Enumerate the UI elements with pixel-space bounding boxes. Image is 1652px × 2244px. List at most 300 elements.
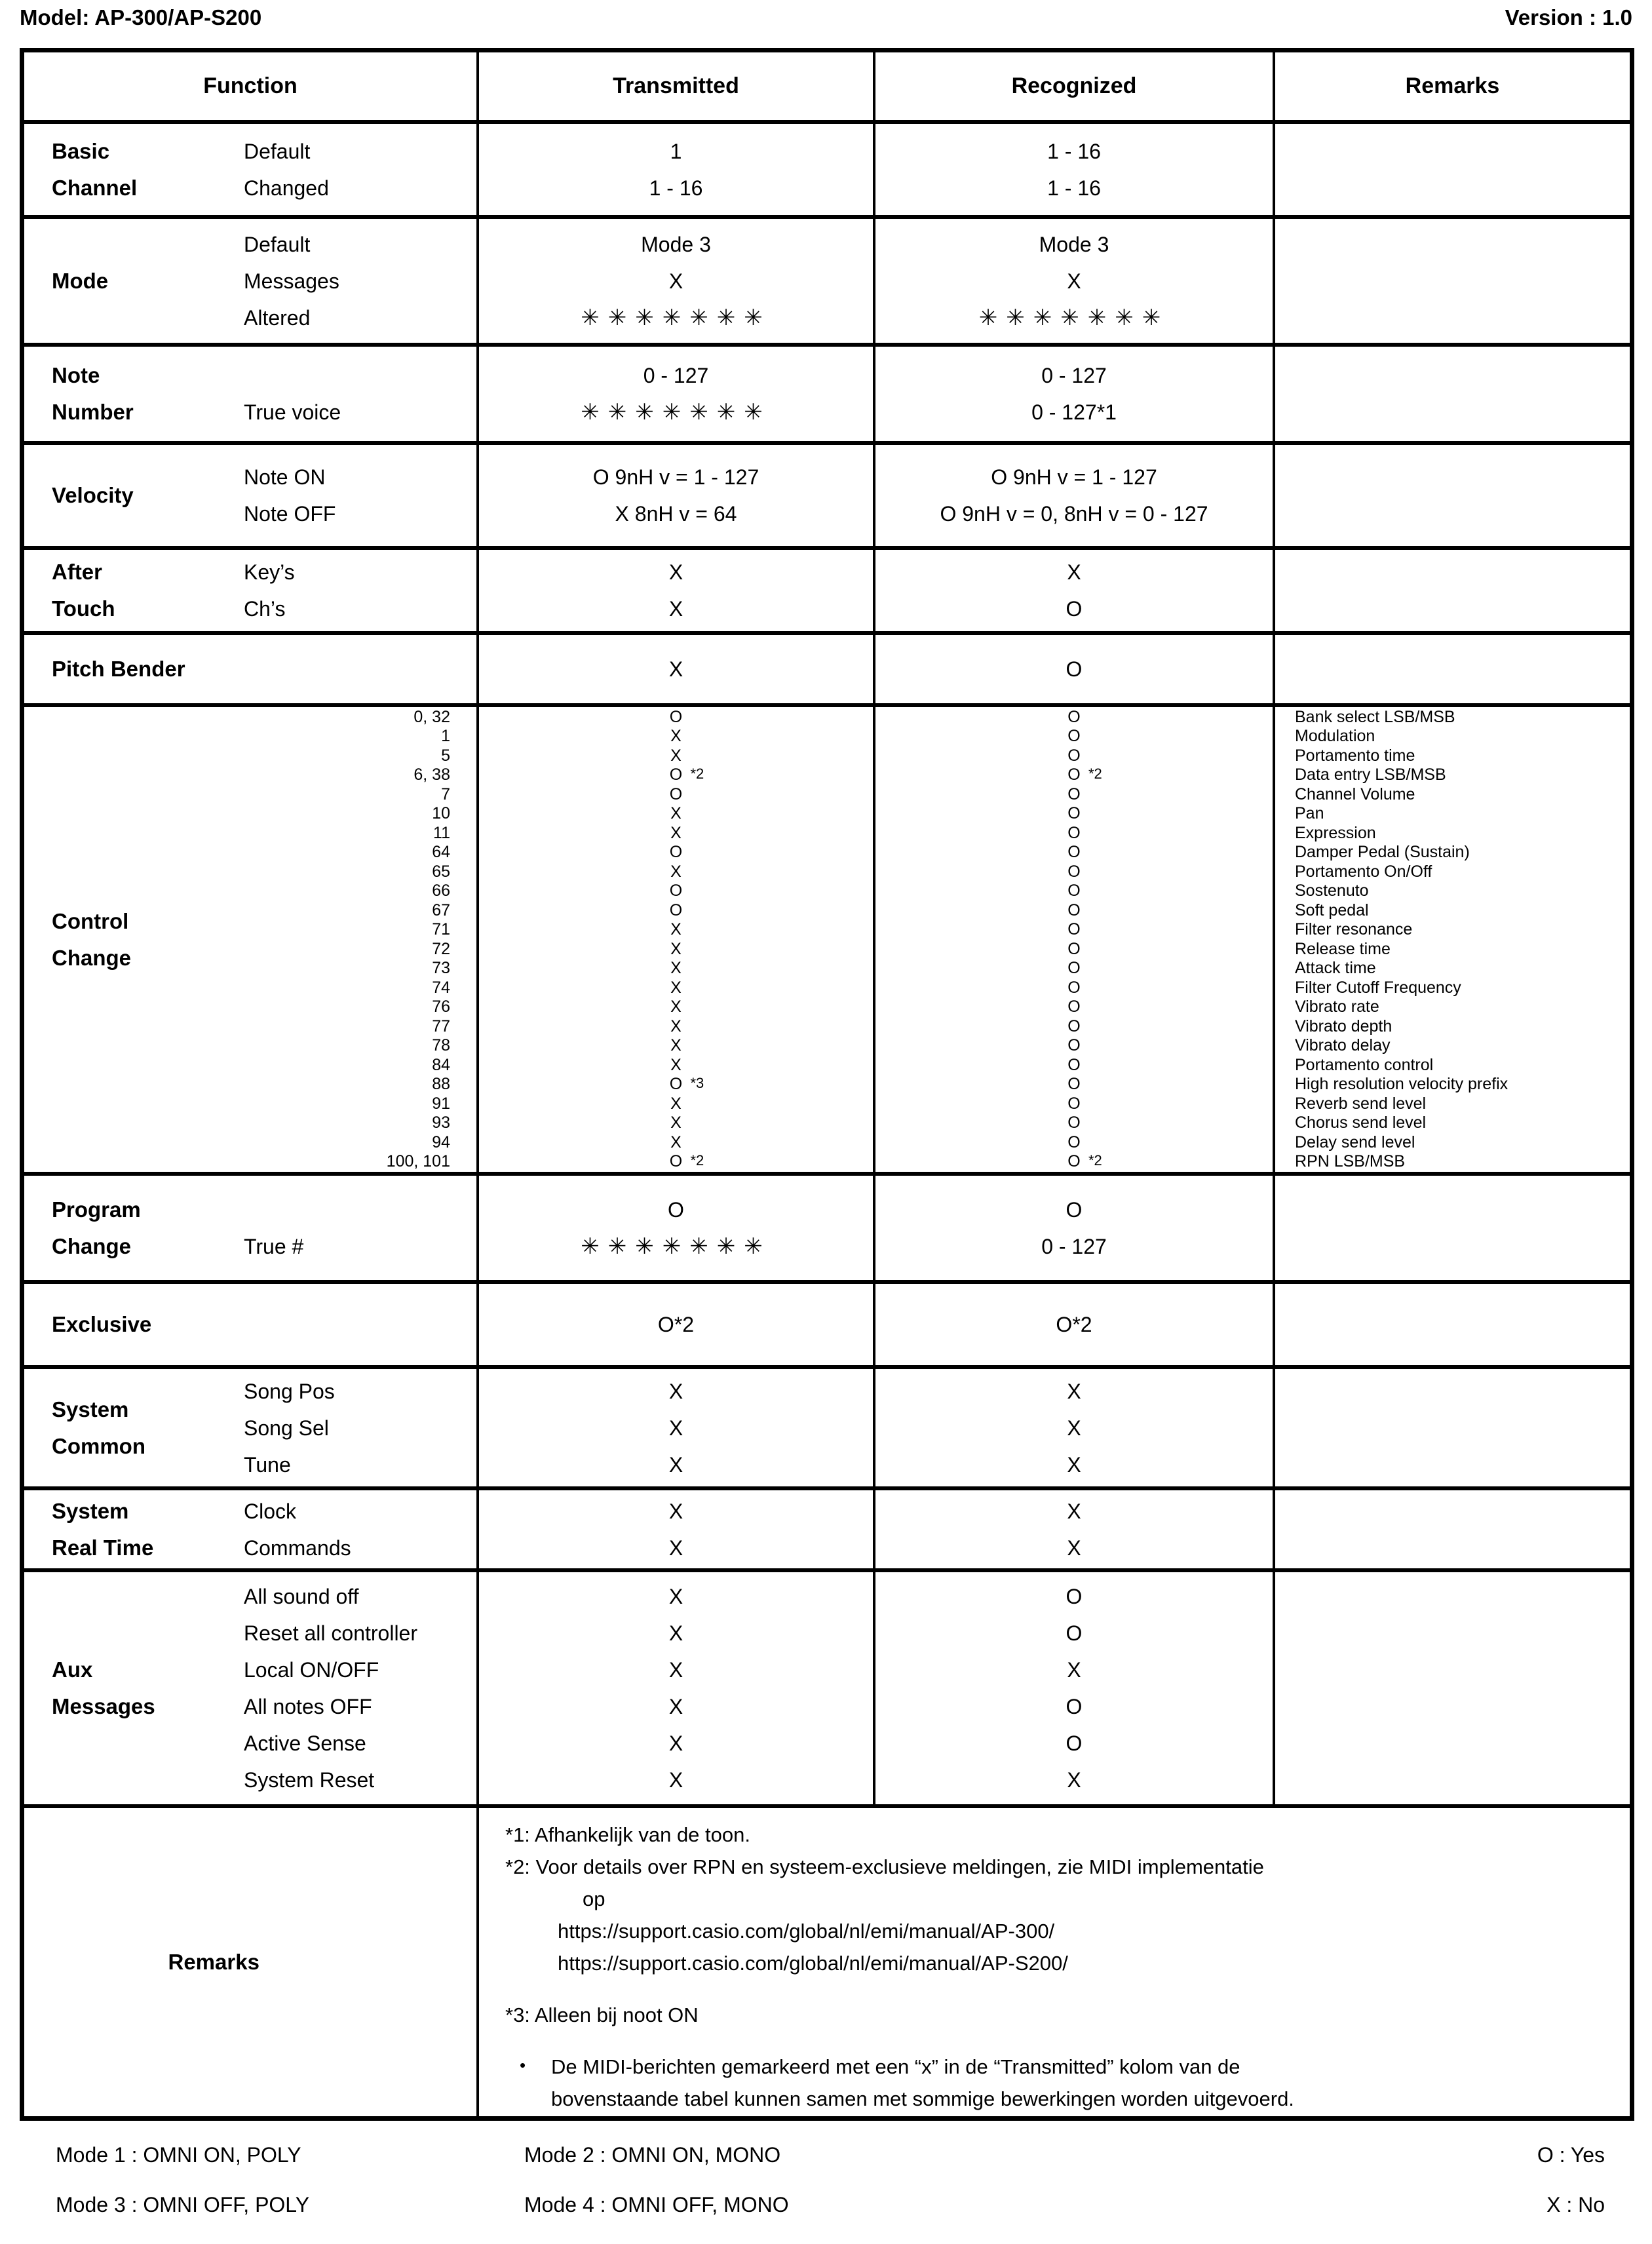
cc-transmitted-value: O [669,1075,683,1093]
cc-transmitted-line [479,746,873,766]
aux-transmitted-value: X [668,1621,683,1645]
row-control-change [24,703,1630,1172]
cc-transmitted-line [479,940,873,959]
exclusive-sublabels [244,1284,476,1365]
value-line: X [668,1499,683,1523]
cc-recognized-line [875,765,1273,785]
cc-transmitted-line [479,1056,873,1075]
pitch-bender-sublabels [244,635,476,703]
cc-recognized-value: O [1067,1094,1081,1113]
cc-recognized-value: O [1067,765,1081,784]
row-remarks [24,1804,1630,2116]
cc-recognized-line [875,920,1273,940]
aux-label: Local ON/OFF [244,1658,379,1682]
cc-remark-label: Filter resonance [1295,920,1413,938]
label-line: Channel [52,175,138,200]
after-touch-recognized [873,550,1273,631]
exclusive-function-cell [24,1284,476,1365]
cc-recognized-value: O [1067,746,1081,765]
aux-label: System Reset [244,1768,375,1792]
cc-recognized-value: O [1067,939,1081,958]
cc-remark-label: Soft pedal [1295,900,1369,919]
cc-recognized-line [875,881,1273,901]
cc-remark-label: Attack time [1295,959,1376,977]
manual-url-ap300: https://support.casio.com/global/nl/emi/manual/AP-300/ [558,1920,1055,1943]
midi-implementation-table [20,48,1634,2121]
mode3-definition: Mode 3 : OMNI OFF, POLY [56,2193,310,2216]
cc-number: 74 [432,978,450,997]
cc-number: 5 [441,746,450,765]
cc-recognized-value: O [1067,959,1081,977]
aux-label: All sound off [244,1585,359,1608]
cc-recognized-line [875,959,1273,978]
value-line: O [1066,597,1083,621]
system-common-transmitted [476,1369,873,1486]
col-header-transmitted: Transmitted [476,52,873,120]
sublabel-line: Key’s [244,560,295,584]
aux-recognized-value: X [1067,1768,1081,1792]
label-line: Aux [52,1657,93,1682]
cc-transmitted-value: X [670,939,682,958]
cc-transmitted-list [476,707,873,1172]
cc-transmitted-note: *2 [690,765,704,782]
cc-recognized-value: O [1067,804,1081,822]
cc-number: 71 [432,920,450,938]
sublabel-line: Default [244,232,311,256]
value-line: O*2 [1056,1313,1092,1336]
label-line: Note [52,363,100,387]
cc-remark-label: Damper Pedal (Sustain) [1295,843,1470,861]
aux-label: All notes OFF [244,1695,372,1718]
cc-recognized-value: O [1067,900,1081,919]
cc-recognized-value: O [1067,727,1081,745]
cc-remark-label: Reverb send level [1295,1094,1427,1113]
program-change-remarks-cell [1273,1176,1630,1280]
cc-number: 84 [432,1055,450,1074]
label-line: Messages [52,1694,155,1718]
label-line: Change [52,945,132,970]
aux-label: Reset all controller [244,1621,417,1645]
value-line: 0 - 127 [643,364,709,387]
velocity-recognized [873,445,1273,546]
value-line: O 9nH v = 1 - 127 [991,465,1157,489]
cc-remark-label: Data entry LSB/MSB [1295,765,1446,784]
cc-recognized-value: O [1067,1075,1081,1093]
cc-transmitted-value: X [670,746,682,765]
label-line: Program [52,1197,141,1222]
cc-recognized-line [875,1056,1273,1075]
exclusive-remarks-cell [1273,1284,1630,1365]
system-real-time-label [24,1490,244,1568]
remark-bullet-text: De MIDI-berichten gemarkeerd met een “x” in de “Transmitted” kolom van de [551,2055,1240,2078]
sublabel-line: Note OFF [244,502,336,526]
model-title: Model: AP-300/AP-S200 [20,5,262,29]
cc-transmitted-value: X [670,804,682,822]
aux-messages-recognized [873,1572,1273,1804]
cc-remark-label: Sostenuto [1295,881,1369,900]
cc-transmitted-line [479,1113,873,1133]
cc-recognized-line [875,997,1273,1017]
cc-transmitted-line [479,901,873,921]
col-header-recognized: Recognized [873,52,1273,120]
cc-number: 10 [432,804,450,822]
cc-transmitted-value: X [670,1016,682,1035]
basic-channel-remarks-cell [1273,124,1630,215]
cc-recognized-value: O [1067,997,1081,1016]
cc-recognized-line [875,1075,1273,1094]
cc-transmitted-value: X [670,959,682,977]
cc-transmitted-line [479,1133,873,1153]
velocity-label [24,445,244,546]
cc-transmitted-line [479,1036,873,1056]
cc-recognized-value: O [1067,1152,1081,1170]
cc-recognized-value: O [1067,881,1081,900]
cc-recognized-value: O [1067,1132,1081,1151]
program-change-sublabels [244,1176,476,1280]
cc-transmitted-value: X [670,997,682,1016]
cc-recognized-note: *2 [1088,765,1102,782]
aux-recognized-value: O [1066,1731,1083,1755]
table-header-row [24,52,1630,120]
system-common-sublabels [244,1369,476,1486]
pitch-bender-remarks-cell [1273,635,1630,703]
value-line: X [1067,1379,1081,1403]
pitch-bender-label [24,635,244,703]
remark-note-1: *1: Afhankelijk van de toon. [505,1823,750,1846]
spacer [505,1979,1630,1999]
note-number-function-cell [24,347,476,441]
row-note-number [24,343,1630,441]
manual-url-aps200: https://support.casio.com/global/nl/emi/manual/AP-S200/ [558,1952,1068,1975]
basic-channel-function-cell [24,124,476,215]
cc-number: 100, 101 [386,1152,450,1170]
mode-recognized [873,219,1273,343]
value-line: X [668,1416,683,1440]
sublabel-line: Clock [244,1499,297,1523]
cc-number: 67 [432,900,450,919]
cc-remark-label: Release time [1295,939,1391,958]
aux-transmitted-value: X [668,1695,683,1718]
note-number-sublabels [244,347,476,441]
row-after-touch [24,546,1630,631]
basic-channel-transmitted [476,124,873,215]
cc-number: 66 [432,881,450,900]
cc-remark-label: RPN LSB/MSB [1295,1152,1406,1170]
row-mode [24,215,1630,343]
cc-recognized-line [875,824,1273,843]
value-line: 1 - 16 [1047,176,1101,200]
cc-number: 7 [441,784,450,803]
basic-channel-sublabels [244,124,476,215]
mode-remarks-cell [1273,219,1630,343]
value-line: X [668,1452,683,1477]
cc-recognized-line [875,901,1273,921]
aux-recognized-value: X [1067,1658,1081,1682]
pitch-bender-recognized [873,635,1273,703]
legend-yes: O : Yes [1537,2143,1605,2167]
remark-note-2: *2: Voor details over RPN en systeem-exclusieve meldingen, zie MIDI implementatie [505,1855,1264,1878]
asterisks-value: ✳✳✳✳✳✳✳ [581,1233,771,1259]
cc-recognized-line [875,1152,1273,1172]
cc-transmitted-line [479,843,873,862]
label-line: Basic [52,138,110,163]
value-line: X [1067,1499,1081,1523]
cc-transmitted-value: X [670,862,682,881]
cc-number: 73 [432,959,450,977]
mode-sublabels [244,219,476,343]
bullet-icon: • [520,2055,526,2075]
remarks-function-cell [24,1808,476,2116]
cc-transmitted-line [479,824,873,843]
cc-recognized-value: O [1067,1036,1081,1054]
remark-note-3: *3: Alleen bij noot ON [505,2003,699,2026]
cc-number: 0, 32 [413,707,450,726]
remarks-content [476,1808,1630,2116]
velocity-remarks-cell [1273,445,1630,546]
value-line: X [668,1379,683,1403]
label-line: Exclusive [52,1312,152,1336]
sublabel-line: Messages [244,269,339,293]
mode-label [24,219,244,343]
cc-transmitted-value: X [670,1055,682,1074]
value-line: Mode 3 [1039,232,1109,256]
remark-bullet-text-cont: bovenstaande tabel kunnen samen met sommige bewerkingen worden uitgevoerd. [551,2087,1294,2110]
cc-transmitted-value: O [669,900,683,919]
cc-transmitted-note: *2 [690,1152,704,1169]
exclusive-recognized [873,1284,1273,1365]
cc-number: 93 [432,1113,450,1132]
cc-transmitted-line [479,920,873,940]
cc-remark-label: Portamento time [1295,746,1415,765]
cc-recognized-list [873,707,1273,1172]
cc-recognized-value: O [1067,843,1081,861]
cc-remark-label: Pan [1295,804,1324,822]
cc-recognized-line [875,843,1273,862]
velocity-function-cell [24,445,476,546]
cc-remark-label: Chorus send level [1295,1113,1427,1132]
spacer [505,2031,1630,2051]
cc-remark-label: Delay send level [1295,1132,1415,1151]
aux-transmitted-value: X [668,1768,683,1792]
cc-recognized-value: O [1067,707,1081,726]
aux-transmitted-value: X [668,1585,683,1608]
cc-number: 78 [432,1036,450,1054]
mode1-definition: Mode 1 : OMNI ON, POLY [56,2143,301,2167]
sublabel-line: Changed [244,176,329,200]
system-common-function-cell [24,1369,476,1486]
value-line: X 8nH v = 64 [615,502,737,526]
cc-transmitted-line [479,959,873,978]
label-line: Change [52,1233,132,1258]
sublabel-line: Song Sel [244,1416,329,1440]
system-real-time-function-cell [24,1490,476,1568]
cc-remark-label: Filter Cutoff Frequency [1295,978,1461,997]
value-line: O*2 [657,1313,695,1336]
cc-recognized-line [875,1036,1273,1056]
value-line: X [1067,560,1081,584]
legend-no: X : No [1546,2193,1605,2216]
note-number-recognized [873,347,1273,441]
asterisks-value: ✳✳✳✳✳✳✳ [581,305,771,330]
cc-remark-label: Vibrato depth [1295,1016,1393,1035]
cc-transmitted-line [479,997,873,1017]
basic-channel-label [24,124,244,215]
cc-transmitted-value: X [670,1113,682,1132]
cc-remark-label: Vibrato delay [1295,1036,1391,1054]
cc-transmitted-value: X [670,1132,682,1151]
cc-remark-label: Portamento On/Off [1295,862,1432,881]
value-line: X [668,269,683,293]
row-system-common [24,1365,1630,1486]
program-change-function-cell [24,1176,476,1280]
cc-number: 72 [432,939,450,958]
label-line: Remarks [168,1950,259,1974]
cc-transmitted-line [479,1017,873,1037]
cc-transmitted-value: X [670,727,682,745]
aux-messages-remarks-cell [1273,1572,1630,1804]
value-line: X [1067,269,1081,293]
asterisks-value: ✳✳✳✳✳✳✳ [581,400,771,425]
cc-number: 77 [432,1016,450,1035]
remark-bullet-line [505,2051,1630,2083]
row-velocity [24,441,1630,546]
label-line: System [52,1397,129,1422]
cc-recognized-line [875,978,1273,998]
label-line: Number [52,400,134,424]
cc-transmitted-value: O [669,881,683,900]
cc-number: 91 [432,1094,450,1113]
value-line: X [1067,1452,1081,1477]
value-line: X [668,657,683,681]
value-line: X [668,560,683,584]
value-line: O 9nH v = 1 - 127 [592,465,759,489]
cc-recognized-line [875,785,1273,805]
note-number-transmitted [476,347,873,441]
sublabel-line: Altered [244,305,311,330]
control-change-function-cell [24,707,476,1172]
system-real-time-recognized [873,1490,1273,1568]
value-line: O 9nH v = 0, 8nH v = 0 - 127 [940,502,1208,526]
value-line: 0 - 127 [1041,1234,1107,1258]
row-system-real-time [24,1486,1630,1568]
after-touch-sublabels [244,550,476,631]
cc-recognized-value: O [1067,862,1081,881]
cc-recognized-value: O [1067,784,1081,803]
cc-recognized-line [875,1094,1273,1114]
cc-transmitted-value: X [670,823,682,842]
cc-remark-label: Portamento control [1295,1055,1434,1074]
value-line: 1 - 16 [1047,139,1101,163]
sublabel-line: Commands [244,1536,351,1560]
value-line: 1 - 16 [649,176,703,200]
cc-transmitted-line [479,804,873,824]
cc-transmitted-value: X [670,1036,682,1054]
cc-transmitted-value: O [669,784,683,803]
aux-recognized-value: O [1066,1585,1083,1608]
label-line: Touch [52,596,115,621]
cc-remark-label: Vibrato rate [1295,997,1379,1016]
cc-recognized-value: O [1067,978,1081,997]
aux-transmitted-value: X [668,1731,683,1755]
sublabel-line: Ch’s [244,597,286,621]
cc-transmitted-line [479,978,873,998]
cc-transmitted-value: X [670,1094,682,1113]
pitch-bender-transmitted [476,635,873,703]
cc-number: 1 [441,727,450,745]
mode4-definition: Mode 4 : OMNI OFF, MONO [524,2193,789,2216]
cc-recognized-line [875,708,1273,727]
mode-legend-footer [0,2121,1652,2230]
exclusive-transmitted [476,1284,873,1365]
aux-messages-label [24,1572,244,1804]
cc-transmitted-value: O [669,1152,683,1170]
control-change-label [24,707,244,1172]
label-line: Mode [52,268,109,293]
cc-recognized-value: O [1067,920,1081,938]
system-common-remarks-cell [1273,1369,1630,1486]
system-real-time-sublabels [244,1490,476,1568]
cc-recognized-value: O [1067,1113,1081,1132]
row-program-change [24,1172,1630,1280]
footer-line-1 [56,2130,1605,2180]
sublabel-line: True # [244,1234,304,1258]
aux-label: Active Sense [244,1731,366,1755]
mode-function-cell [24,219,476,343]
label-line: Real Time [52,1535,154,1560]
label-line: Pitch Bender [52,657,185,681]
cc-number: 88 [432,1075,450,1093]
sublabel-line: True voice [244,400,341,424]
aux-transmitted-value: X [668,1658,683,1682]
asterisks-value: ✳✳✳✳✳✳✳ [978,305,1170,330]
row-exclusive [24,1280,1630,1365]
aux-recognized-value: O [1066,1695,1083,1718]
value-line: X [668,1536,683,1560]
velocity-transmitted [476,445,873,546]
cc-number-list [244,707,476,1172]
cc-transmitted-value: O [669,707,683,726]
cc-transmitted-line [479,1094,873,1114]
value-line: O [1066,657,1083,681]
mode-transmitted [476,219,873,343]
note-number-label [24,347,244,441]
cc-recognized-line [875,1113,1273,1133]
row-basic-channel [24,120,1630,215]
value-line: 0 - 127 [1041,364,1107,387]
cc-transmitted-value: X [670,978,682,997]
cc-remark-label: Expression [1295,823,1376,842]
cc-recognized-line [875,1017,1273,1037]
cc-transmitted-value: O [669,843,683,861]
velocity-sublabels [244,445,476,546]
aux-messages-sublabels [244,1572,476,1804]
pitch-bender-function-cell [24,635,476,703]
value-line: X [1067,1536,1081,1560]
label-line: Common [52,1433,145,1458]
label-line: After [52,560,103,584]
row-pitch-bender [24,631,1630,703]
cc-transmitted-line [479,765,873,785]
cc-recognized-value: O [1067,1016,1081,1035]
cc-transmitted-note: *3 [690,1075,704,1091]
sublabel-line: Song Pos [244,1379,335,1403]
sublabel-line: Tune [244,1452,291,1477]
col-header-function: Function [203,73,298,98]
cc-number: 64 [432,843,450,861]
value-line: X [668,597,683,621]
system-common-label [24,1369,244,1486]
exclusive-label [24,1284,244,1365]
